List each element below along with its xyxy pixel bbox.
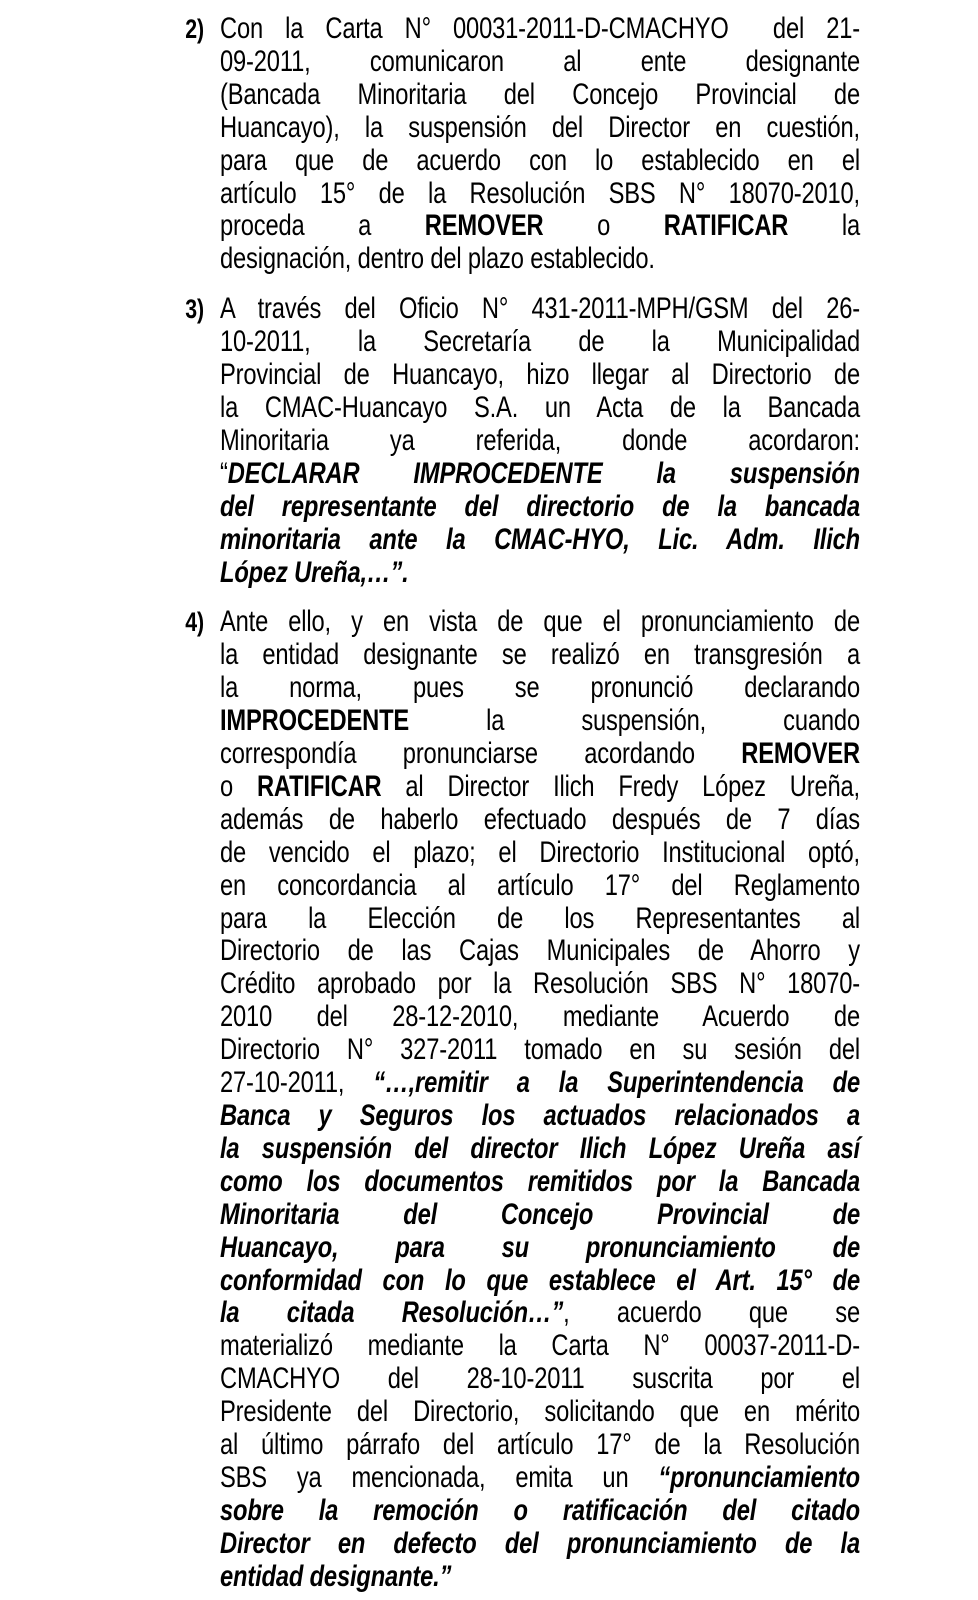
text-line — [220, 1100, 860, 1133]
text-run: , acuerdo que se — [563, 1296, 860, 1330]
text-line — [220, 145, 860, 178]
text-line — [220, 1133, 860, 1166]
text-run: 09-2011, comunicaron al ente designante — [220, 44, 860, 78]
text-run: “…,remitir a la Superintendencia de — [373, 1066, 860, 1100]
text-line — [185, 605, 860, 639]
text-run: artículo 15° de la Resolución SBS N° 18070-2010, — [220, 176, 860, 210]
text-line — [220, 837, 860, 870]
text-line — [185, 12, 860, 46]
text-run: la — [788, 209, 860, 243]
text-run: sobre la remoción o ratificación del citado — [220, 1493, 860, 1527]
text-line — [220, 557, 860, 590]
text-run: conformidad con lo que establece el Art. 15° de — [220, 1263, 860, 1297]
text-run: como los documentos remitidos por la Bancada — [220, 1164, 860, 1198]
text-run: Ante ello, y en vista de que el pronunciamiento de — [220, 605, 860, 639]
text-line — [220, 112, 860, 145]
text-run: 2010 del 28-12-2010, mediante Acuerdo de — [220, 1000, 860, 1034]
text-run: o — [220, 769, 257, 803]
text-line — [220, 1330, 860, 1363]
text-line — [220, 79, 860, 112]
text-run: Crédito aprobado por la Resolución SBS N° 18070- — [220, 967, 860, 1001]
text-line — [220, 1265, 860, 1298]
text-line — [220, 210, 860, 243]
text-run: de vencido el plazo; el Directorio Institucional optó, — [220, 835, 860, 869]
text-run: “pronunciamiento — [658, 1460, 860, 1494]
text-run: López Ureña,…”. — [220, 555, 409, 589]
paragraph-number: 2) — [185, 14, 204, 44]
text-line — [220, 705, 860, 738]
text-run: materializó mediante la Carta N° 00037-2011-D- — [220, 1329, 860, 1363]
text-line — [220, 524, 860, 557]
text-run: RATIFICAR — [663, 209, 789, 243]
text-run: entidad designante.” — [220, 1559, 452, 1593]
text-run: REMOVER — [424, 209, 544, 243]
text-line — [220, 1297, 860, 1330]
text-run: Directorio de las Cajas Municipales de Ahorro y — [220, 934, 860, 968]
text-line — [220, 804, 860, 837]
text-line — [220, 771, 860, 804]
text-run: CMACHYO del 28-10-2011 suscrita por el — [220, 1362, 860, 1396]
text-run: o — [543, 209, 664, 243]
text-run: la suspensión, cuando — [409, 704, 860, 738]
text-run: 27-10-2011, — [220, 1066, 374, 1100]
text-run: Presidente del Directorio, solicitando que en mérito — [220, 1395, 860, 1429]
document-body — [185, 12, 860, 1600]
text-run: designación, dentro del plazo establecido. — [220, 242, 655, 276]
text-line — [220, 935, 860, 968]
text-run: A través del Oficio N° 431-2011-MPH/GSM del 26- — [220, 292, 860, 326]
text-run: DECLARAR IMPROCEDENTE la suspensión — [227, 456, 860, 490]
text-line — [220, 458, 860, 491]
text-line — [220, 1561, 860, 1594]
text-run: Director en defecto del pronunciamiento de la — [220, 1526, 860, 1560]
text-line — [220, 738, 860, 771]
text-line — [185, 292, 860, 326]
text-run: al último párrafo del artículo 17° de la Resolución — [220, 1428, 860, 1462]
text-line — [220, 359, 860, 392]
paragraph-number: 3) — [185, 294, 204, 325]
text-line — [220, 1166, 860, 1199]
text-run: proceda a — [220, 209, 425, 243]
text-run: 10-2011, la Secretaría de la Municipalidad — [220, 325, 860, 359]
text-line — [220, 672, 860, 705]
text-line — [220, 1199, 860, 1232]
text-run: Huancayo), la suspensión del Director en cuestión, — [220, 110, 860, 144]
text-line — [220, 1067, 860, 1100]
text-run: la CMAC-Huancayo S.A. un Acta de la Bancada — [220, 390, 860, 424]
numbered-paragraph-2 — [185, 12, 860, 276]
text-run: en concordancia al artículo 17° del Reglamento — [220, 868, 860, 902]
text-run: minoritaria ante la CMAC-HYO, Lic. Adm. Ilich — [220, 522, 860, 556]
text-run: del representante del directorio de la bancada — [220, 489, 860, 523]
text-line — [220, 1396, 860, 1429]
text-line — [220, 870, 860, 903]
text-line — [220, 1034, 860, 1067]
text-run: correspondía pronunciarse acordando — [220, 737, 742, 771]
text-line — [220, 491, 860, 524]
text-run: (Bancada Minoritaria del Concejo Provincial de — [220, 77, 860, 111]
text-run: Minoritaria ya referida, donde acordaron: — [220, 423, 860, 457]
text-run: “ — [220, 456, 228, 490]
text-run: REMOVER — [741, 737, 860, 771]
text-line — [220, 178, 860, 211]
text-run: la entidad designante se realizó en transgresión a — [220, 638, 860, 672]
text-line — [220, 1462, 860, 1495]
text-run: para la Elección de los Representantes al — [220, 901, 860, 935]
text-run: la norma, pues se pronunció declarando — [220, 671, 860, 705]
text-run: Con la Carta N° 00031-2011-D-CMACHYO del 21- — [220, 12, 860, 45]
text-line — [220, 326, 860, 359]
text-run: la citada Resolución…” — [220, 1296, 564, 1330]
text-run: SBS ya mencionada, emita un — [220, 1460, 659, 1494]
text-line — [220, 639, 860, 672]
text-run: Minoritaria del Concejo Provincial de — [220, 1197, 860, 1231]
text-run: RATIFICAR — [256, 769, 382, 803]
text-line — [220, 1232, 860, 1265]
text-line — [220, 1001, 860, 1034]
text-run: Directorio N° 327-2011 tomado en su sesión del — [220, 1033, 860, 1067]
text-run: al Director Ilich Fredy López Ureña, — [381, 769, 860, 803]
text-line — [220, 46, 860, 79]
text-line — [220, 392, 860, 425]
text-run: Banca y Seguros los actuados relacionados a — [220, 1099, 860, 1132]
text-run: Provincial de Huancayo, hizo llegar al Directorio de — [220, 358, 860, 392]
text-line — [220, 968, 860, 1001]
text-line — [220, 1363, 860, 1396]
text-line — [220, 425, 860, 458]
text-line — [220, 1429, 860, 1462]
text-line — [220, 903, 860, 936]
text-run: además de haberlo efectuado después de 7 días — [220, 802, 860, 836]
text-run: IMPROCEDENTE — [220, 704, 410, 738]
text-line — [220, 243, 860, 276]
text-run: para que de acuerdo con lo establecido en el — [220, 143, 860, 177]
text-run: la suspensión del director Ilich López Ureña así — [220, 1131, 860, 1165]
numbered-paragraph-4 — [185, 605, 860, 1593]
text-run: Huancayo, para su pronunciamiento de — [220, 1230, 860, 1264]
numbered-paragraph-3 — [185, 292, 860, 589]
text-line — [220, 1495, 860, 1528]
paragraph-number: 4) — [185, 607, 204, 638]
text-line — [220, 1528, 860, 1561]
